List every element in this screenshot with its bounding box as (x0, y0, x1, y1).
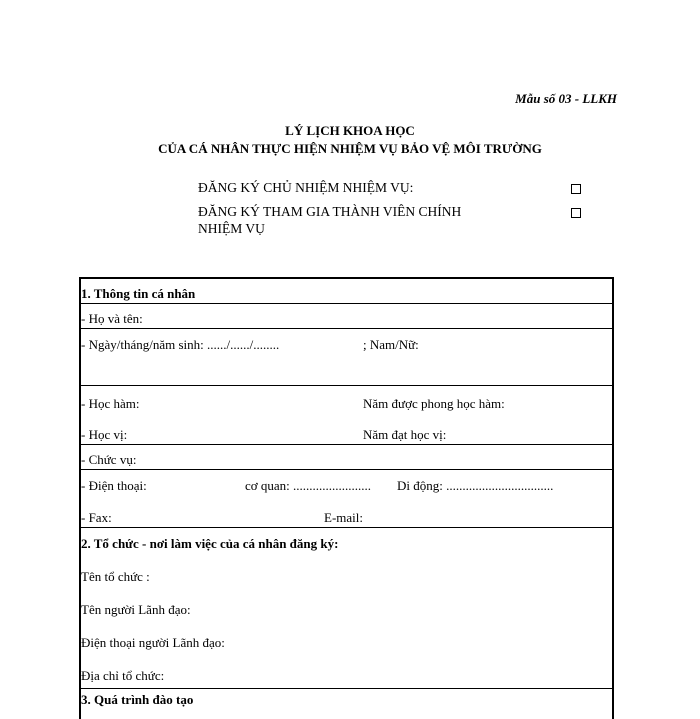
section3-heading: 3. Quá trình đào tạo (81, 692, 194, 707)
position-field: - Chức vụ: (81, 452, 137, 467)
register-member-checkbox[interactable] (571, 208, 581, 218)
email-field: E-mail: (324, 510, 363, 525)
office-phone-field: cơ quan: ........................ (245, 478, 372, 493)
document-title: LÝ LỊCH KHOA HỌC (285, 123, 415, 138)
dob-field: - Ngày/tháng/năm sinh: ....../....../........ (81, 337, 280, 352)
register-leader-label: ĐĂNG KÝ CHỦ NHIỆM NHIỆM VỤ: (198, 180, 414, 195)
academic-rank-field: - Học hàm: (81, 396, 140, 411)
gender-field: ; Nam/Nữ: (363, 337, 419, 352)
row-divider (79, 527, 614, 528)
full-name-field: - Họ và tên: (81, 311, 143, 326)
leader-name-field: Tên người Lãnh đạo: (81, 602, 191, 617)
row-divider (79, 303, 614, 304)
register-member-label-line1: ĐĂNG KÝ THAM GIA THÀNH VIÊN CHÍNH (198, 204, 462, 219)
form-code: Mẫu số 03 - LLKH (515, 91, 617, 106)
register-leader-checkbox[interactable] (571, 184, 581, 194)
mobile-phone-field: Di động: ................................. (397, 478, 554, 493)
row-divider (79, 688, 614, 689)
document-subtitle: CỦA CÁ NHÂN THỰC HIỆN NHIỆM VỤ BẢO VỆ MÔI TRƯỜNG (158, 141, 542, 156)
degree-field: - Học vị: (81, 427, 128, 442)
phone-field: - Điện thoại: (81, 478, 147, 493)
section2-heading: 2. Tổ chức - nơi làm việc của cá nhân đăng ký: (81, 536, 339, 551)
academic-rank-year-field: Năm được phong học hàm: (363, 396, 505, 411)
row-divider (79, 328, 614, 329)
leader-phone-field: Điện thoại người Lãnh đạo: (81, 635, 225, 650)
section1-heading: 1. Thông tin cá nhân (81, 286, 196, 301)
row-divider (79, 444, 614, 445)
row-divider (79, 385, 614, 386)
row-divider (79, 469, 614, 470)
org-name-field: Tên tổ chức : (81, 569, 150, 584)
degree-year-field: Năm đạt học vị: (363, 427, 447, 442)
register-member-label-line2: NHIỆM VỤ (198, 221, 265, 236)
fax-field: - Fax: (81, 510, 112, 525)
org-address-field: Địa chỉ tổ chức: (81, 668, 165, 683)
